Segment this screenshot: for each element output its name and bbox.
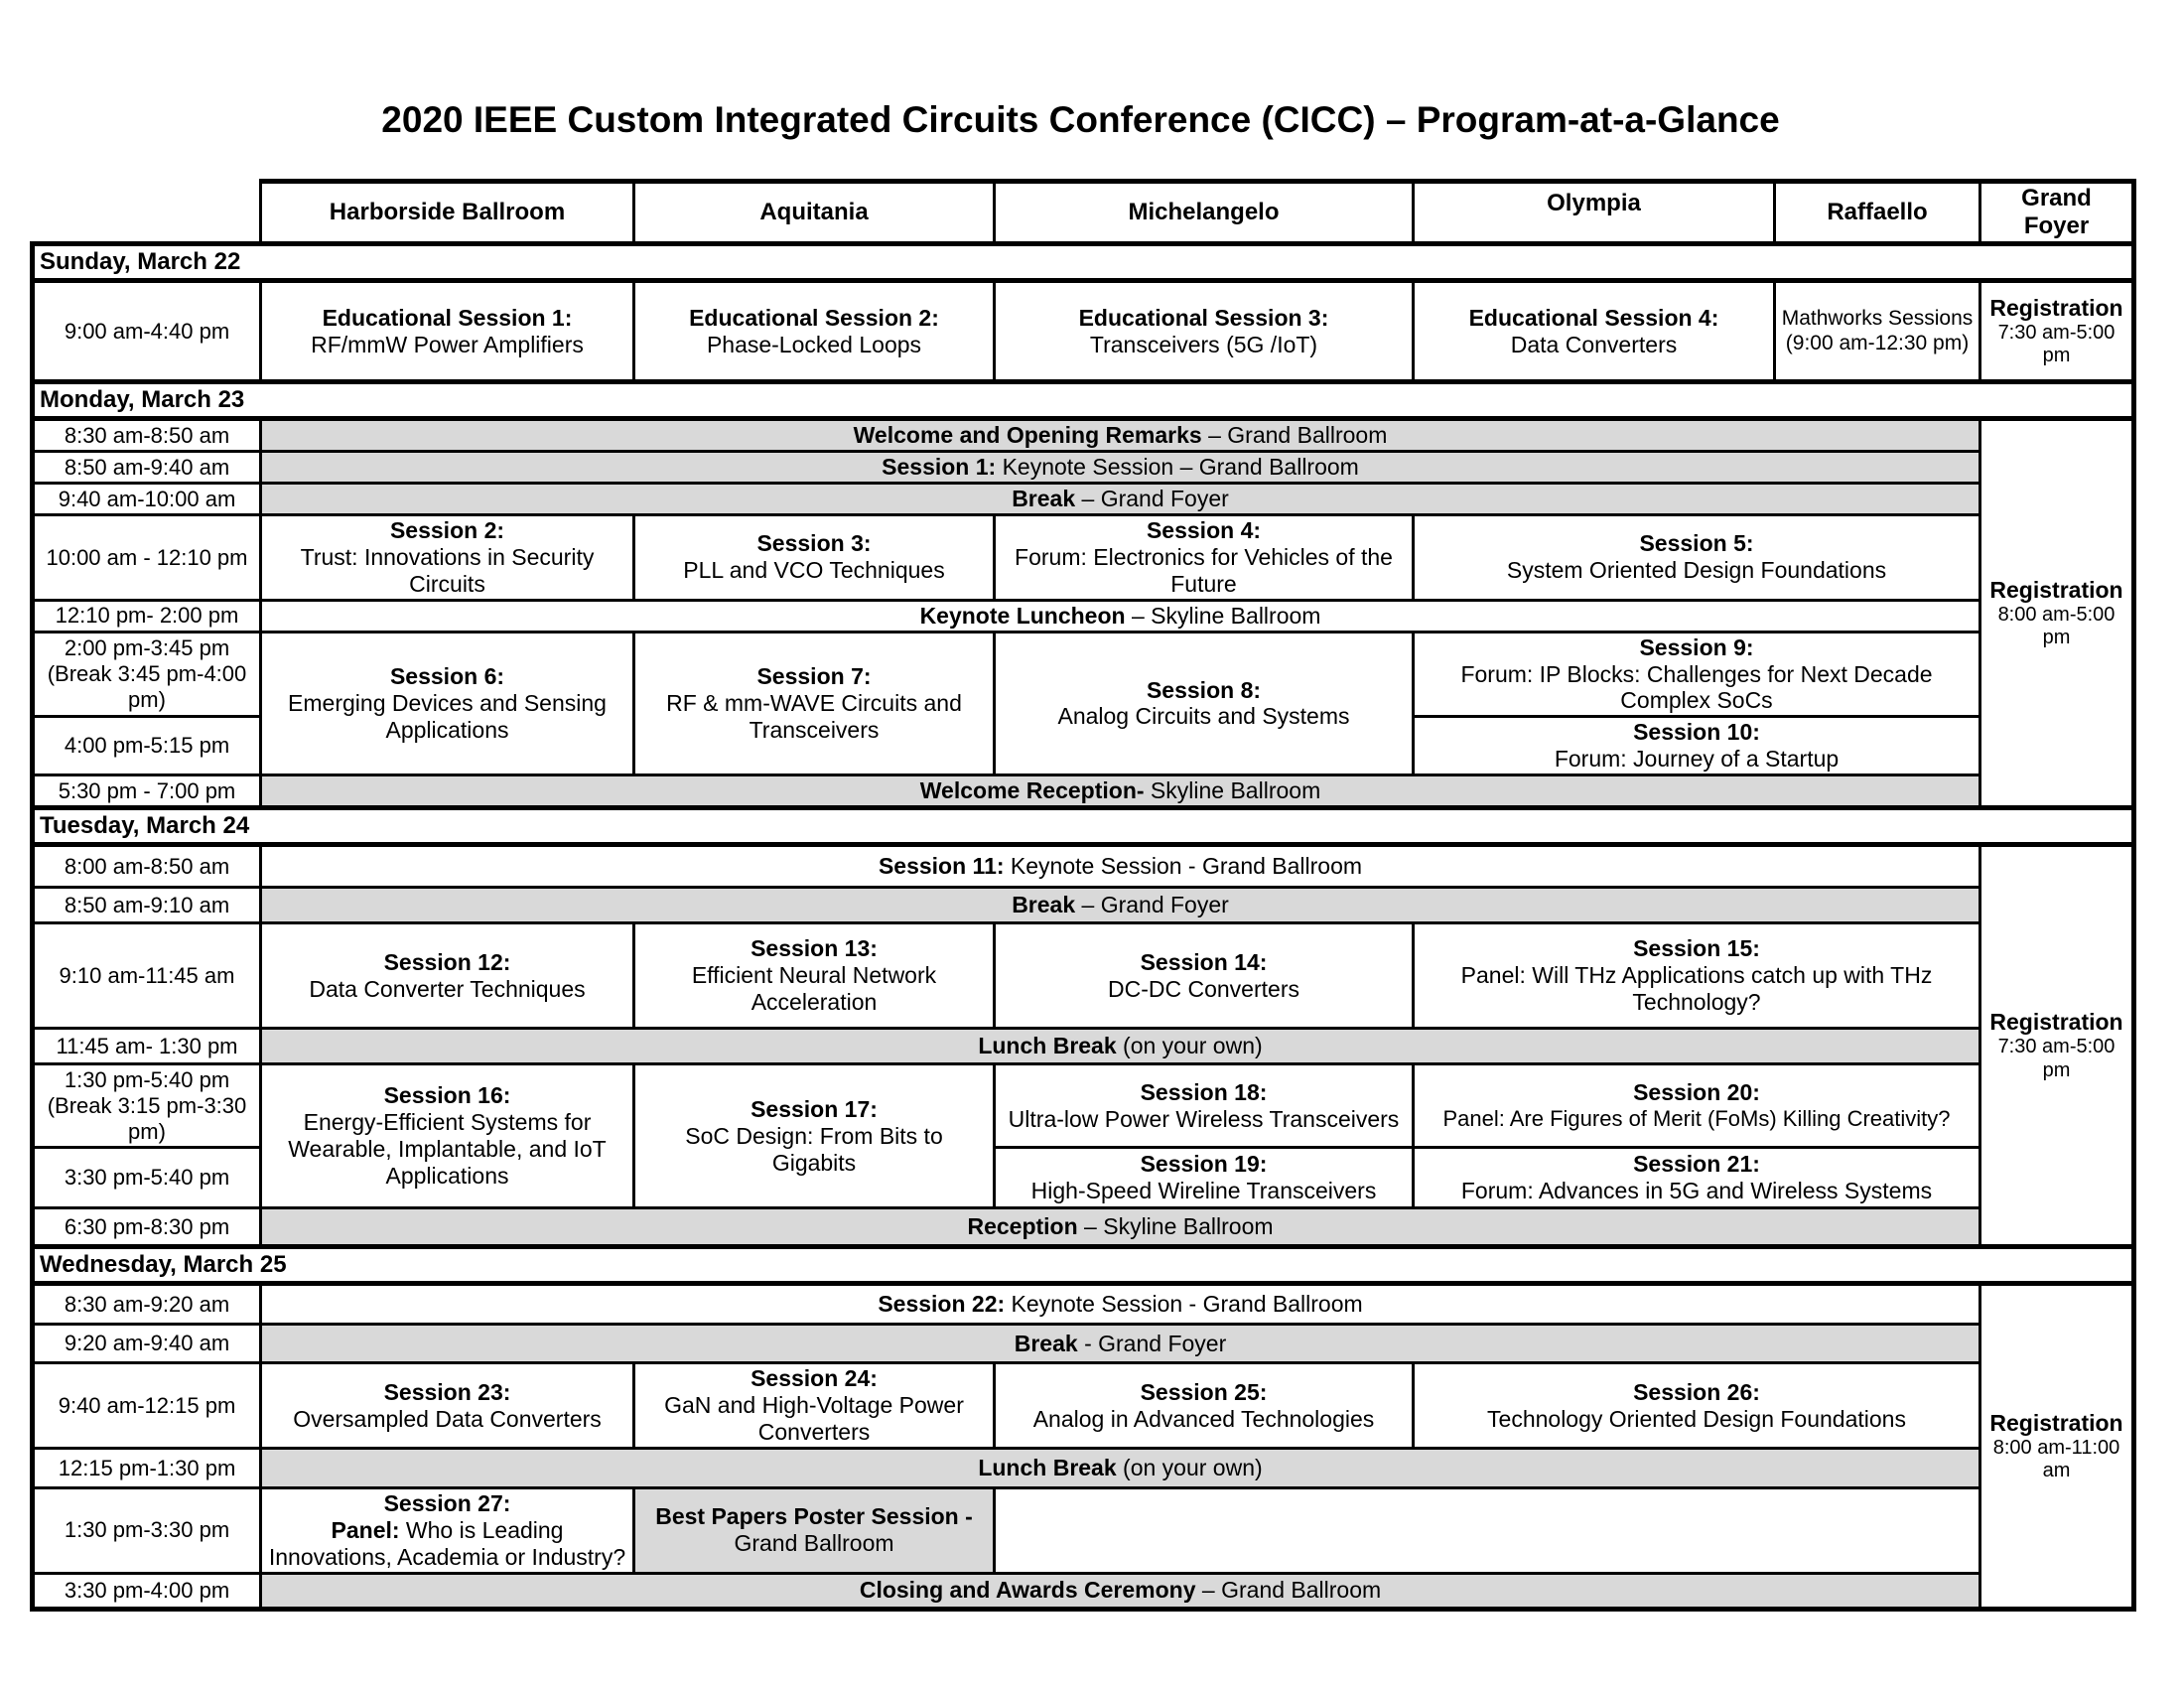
session-25-topic: Analog in Advanced Technologies <box>1032 1405 1375 1432</box>
registration-tuesday-label: Registration <box>1989 1009 2123 1036</box>
registration-wednesday-label: Registration <box>1989 1409 2123 1436</box>
registration-wednesday-hours: 8:00 am-11:00 am <box>1992 1436 2120 1481</box>
session-25-cell <box>995 1363 1414 1449</box>
session-8-topic: Analog Circuits and Systems <box>1057 703 1350 730</box>
ed-session-2-title: Educational Session 2: <box>689 304 939 331</box>
session-25-title: Session 25: <box>1140 1378 1268 1405</box>
registration-sunday-hours: 7:30 am-5:00 pm <box>1997 321 2116 367</box>
session-23-title: Session 23: <box>383 1378 511 1405</box>
session-26-cell <box>1414 1363 1980 1449</box>
session-1-topic: Keynote Session – Grand Ballroom <box>996 454 1359 481</box>
room-header-raffaello: Raffaello <box>1775 182 1980 244</box>
welcome-reception-rest: Skyline Ballroom <box>1144 777 1321 804</box>
closing-ceremony-bold: Closing and Awards Ceremony <box>859 1577 1196 1604</box>
session-12-topic: Data Converter Techniques <box>309 975 586 1002</box>
keynote-luncheon-rest: – Skyline Ballroom <box>1125 602 1321 629</box>
ed-session-4-topic: Data Converters <box>1510 331 1678 357</box>
session-24-cell <box>634 1363 995 1449</box>
session-6-topic: Emerging Devices and Sensing Applications <box>288 689 607 743</box>
page-title: 2020 IEEE Custom Integrated Circuits Conference (CICC) – Program-at-a-Glance <box>381 99 1780 140</box>
registration-monday-label: Registration <box>1989 576 2123 603</box>
lunch-break-tuesday-cell <box>261 1029 1980 1064</box>
session-24-topic: GaN and High-Voltage Power Converters <box>664 1392 964 1446</box>
welcome-reception-cell <box>261 775 1980 808</box>
room-header-michelangelo: Michelangelo <box>995 182 1414 244</box>
best-papers-poster-cell <box>634 1487 995 1573</box>
session-13-cell <box>634 923 995 1029</box>
time-monday-830: 8:30 am-8:50 am <box>33 419 261 452</box>
session-13-title: Session 13: <box>751 935 878 962</box>
session-17-title: Session 17: <box>751 1095 878 1122</box>
break-monday-bold: Break <box>1012 486 1076 512</box>
session-4-cell <box>995 515 1414 601</box>
session-17-cell <box>634 1064 995 1208</box>
session-4-title: Session 4: <box>1146 517 1262 544</box>
registration-monday-hours: 8:00 am-5:00 pm <box>1997 603 2116 649</box>
time-monday-940: 9:40 am-10:00 am <box>33 484 261 515</box>
welcome-remarks-bold: Welcome and Opening Remarks <box>853 422 1202 449</box>
grand-foyer-label: Grand Foyer <box>2021 185 2092 240</box>
registration-tuesday-hours: 7:30 am-5:00 pm <box>1997 1036 2116 1081</box>
ed-session-4-cell <box>1414 281 1775 382</box>
mathworks-line1: Mathworks Sessions <box>1781 307 1974 331</box>
session-8-cell <box>995 632 1414 775</box>
session-22-topic: Keynote Session - Grand Ballroom <box>1005 1291 1363 1318</box>
session-3-title: Session 3: <box>756 530 872 557</box>
ed-session-3-topic: Transceivers (5G /IoT) <box>1089 331 1318 357</box>
session-26-topic: Technology Oriented Design Foundations <box>1487 1405 1906 1432</box>
session-17-topic: SoC Design: From Bits to Gigabits <box>685 1122 943 1176</box>
session-16-title: Session 16: <box>383 1082 511 1109</box>
session-23-cell <box>261 1363 634 1449</box>
session-11-topic: Keynote Session - Grand Ballroom <box>1004 853 1363 880</box>
session-26-title: Session 26: <box>1633 1378 1760 1405</box>
session-20-topic: Panel: Are Figures of Merit (FoMs) Killing Creativity? <box>1442 1106 1951 1132</box>
session-10-title: Session 10: <box>1633 719 1760 746</box>
time-wednesday-330: 3:30 pm-4:00 pm <box>33 1573 261 1609</box>
time-tuesday-130: 1:30 pm-5:40 pm (Break 3:15 pm-3:30 pm) <box>33 1064 261 1148</box>
room-header-harborside: Harborside Ballroom <box>261 182 634 244</box>
closing-ceremony-cell <box>261 1573 1980 1609</box>
registration-monday-cell <box>1980 419 2134 808</box>
session-18-topic: Ultra-low Power Wireless Transceivers <box>1008 1105 1400 1132</box>
session-6-title: Session 6: <box>389 663 505 690</box>
time-monday-400: 4:00 pm-5:15 pm <box>33 717 261 775</box>
session-21-cell <box>1414 1148 1980 1208</box>
registration-tuesday-cell <box>1980 845 2134 1247</box>
session-2-cell <box>261 515 634 601</box>
welcome-remarks-rest: – Grand Ballroom <box>1201 422 1388 449</box>
session-14-title: Session 14: <box>1140 948 1268 975</box>
session-23-topic: Oversampled Data Converters <box>293 1405 602 1432</box>
session-7-topic: RF & mm-WAVE Circuits and Transceivers <box>666 689 962 743</box>
session-21-topic: Forum: Advances in 5G and Wireless Systems <box>1460 1178 1933 1204</box>
break-tuesday-rest: – Grand Foyer <box>1075 892 1229 918</box>
closing-ceremony-rest: – Grand Ballroom <box>1195 1577 1382 1604</box>
session-7-title: Session 7: <box>756 663 872 690</box>
lunch-break-tuesday-rest: (on your own) <box>1116 1033 1263 1059</box>
time-monday-1000: 10:00 am - 12:10 pm <box>33 515 261 601</box>
time-tuesday-800: 8:00 am-8:50 am <box>33 845 261 888</box>
empty-cell-wednesday <box>995 1487 1980 1573</box>
session-16-cell <box>261 1064 634 1208</box>
session-18-title: Session 18: <box>1140 1078 1268 1105</box>
session-20-cell <box>1414 1064 1980 1148</box>
ed-session-1-topic: RF/mmW Power Amplifiers <box>311 331 584 357</box>
keynote-luncheon-cell <box>261 600 1980 632</box>
session-15-cell <box>1414 923 1980 1029</box>
session-2-topic: Trust: Innovations in Security Circuits <box>300 543 595 597</box>
registration-wednesday-cell <box>1980 1284 2134 1609</box>
ed-session-3-title: Educational Session 3: <box>1078 304 1329 331</box>
lunch-break-wednesday-cell <box>261 1448 1980 1487</box>
session-5-title: Session 5: <box>1639 530 1754 557</box>
day-bar-sunday: Sunday, March 22 <box>33 244 2134 281</box>
session-27-title: Session 27: <box>383 1489 511 1516</box>
session-3-cell <box>634 515 995 601</box>
session-10-topic: Forum: Journey of a Startup <box>1554 746 1840 773</box>
session-18-cell <box>995 1064 1414 1148</box>
session-5-topic: System Oriented Design Foundations <box>1506 557 1887 584</box>
break-monday-cell <box>261 484 1980 515</box>
session-12-title: Session 12: <box>383 948 511 975</box>
session-19-title: Session 19: <box>1140 1151 1268 1178</box>
session-27-cell <box>261 1487 634 1573</box>
session-5-cell <box>1414 515 1980 601</box>
time-monday-1210: 12:10 pm- 2:00 pm <box>33 600 261 632</box>
time-monday-850: 8:50 am-9:40 am <box>33 452 261 484</box>
break-tuesday-bold: Break <box>1012 892 1076 918</box>
time-tuesday-1145: 11:45 am- 1:30 pm <box>33 1029 261 1064</box>
session-9-topic: Forum: IP Blocks: Challenges for Next Decade Complex SoCs <box>1460 660 1933 714</box>
keynote-luncheon-bold: Keynote Luncheon <box>919 602 1126 629</box>
time-tuesday-910: 9:10 am-11:45 am <box>33 923 261 1029</box>
ed-session-1-cell <box>261 281 634 382</box>
session-12-cell <box>261 923 634 1029</box>
time-tuesday-850: 8:50 am-9:10 am <box>33 888 261 923</box>
break-tuesday-cell <box>261 888 1980 923</box>
reception-tuesday-cell <box>261 1208 1980 1247</box>
registration-sunday-label: Registration <box>1989 294 2123 321</box>
time-wednesday-130: 1:30 pm-3:30 pm <box>33 1487 261 1573</box>
reception-tuesday-rest: – Skyline Ballroom <box>1077 1213 1274 1240</box>
time-monday-530: 5:30 pm - 7:00 pm <box>33 775 261 808</box>
session-13-topic: Efficient Neural Network Acceleration <box>691 962 937 1016</box>
room-header-grand-foyer <box>1980 182 2134 244</box>
lunch-break-wednesday-rest: (on your own) <box>1116 1455 1263 1481</box>
ed-session-4-title: Educational Session 4: <box>1468 304 1719 331</box>
session-8-title: Session 8: <box>1146 676 1262 703</box>
ed-session-3-cell <box>995 281 1414 382</box>
room-header-row <box>33 182 2134 244</box>
session-14-topic: DC-DC Converters <box>1108 975 1299 1002</box>
session-1-cell <box>261 452 1980 484</box>
session-14-cell <box>995 923 1414 1029</box>
time-sunday: 9:00 am-4:40 pm <box>33 281 261 382</box>
session-19-topic: High-Speed Wireline Transceivers <box>1030 1178 1377 1204</box>
time-wednesday-1215: 12:15 pm-1:30 pm <box>33 1448 261 1487</box>
session-10-cell <box>1414 717 1980 775</box>
registration-sunday-cell <box>1980 281 2134 382</box>
welcome-reception-bold: Welcome Reception- <box>919 777 1145 804</box>
session-9-cell <box>1414 632 1980 717</box>
session-4-topic: Forum: Electronics for Vehicles of the Future <box>1015 543 1393 597</box>
session-22-cell <box>261 1284 1980 1325</box>
session-1-title: Session 1: <box>882 454 997 481</box>
time-wednesday-940: 9:40 am-12:15 pm <box>33 1363 261 1449</box>
lunch-break-tuesday-bold: Lunch Break <box>978 1033 1117 1059</box>
best-papers-poster-bold: Best Papers Poster Session - <box>655 1503 973 1530</box>
time-tuesday-630: 6:30 pm-8:30 pm <box>33 1208 261 1247</box>
program-table <box>30 179 2136 1612</box>
day-bar-wednesday: Wednesday, March 25 <box>33 1247 2134 1284</box>
session-7-cell <box>634 632 995 775</box>
reception-tuesday-bold: Reception <box>967 1213 1078 1240</box>
session-15-topic: Panel: Will THz Applications catch up with THz Technology? <box>1460 962 1933 1016</box>
session-3-topic: PLL and VCO Techniques <box>683 557 945 584</box>
day-bar-monday: Monday, March 23 <box>33 382 2134 419</box>
day-bar-tuesday: Tuesday, March 24 <box>33 808 2134 845</box>
session-15-title: Session 15: <box>1633 935 1760 962</box>
session-16-topic: Energy-Efficient Systems for Wearable, Implantable, and IoT Applications <box>288 1109 607 1190</box>
session-27-panel-label: Panel: <box>331 1516 400 1543</box>
ed-session-1-title: Educational Session 1: <box>322 304 573 331</box>
break-wednesday-rest: - Grand Foyer <box>1077 1330 1227 1356</box>
room-header-aquitania: Aquitania <box>634 182 995 244</box>
best-papers-poster-rest: Grand Ballroom <box>734 1530 894 1557</box>
break-wednesday-bold: Break <box>1014 1330 1078 1356</box>
session-27-topic-text: Who is Leading Innovations, Academia or Industry? <box>268 1516 626 1570</box>
room-header-olympia: Olympia <box>1414 182 1775 244</box>
session-2-title: Session 2: <box>389 517 505 544</box>
mathworks-cell <box>1775 281 1980 382</box>
break-monday-rest: – Grand Foyer <box>1075 486 1229 512</box>
break-wednesday-cell <box>261 1325 1980 1363</box>
session-20-title: Session 20: <box>1633 1079 1760 1106</box>
session-6-cell <box>261 632 634 775</box>
session-21-title: Session 21: <box>1633 1151 1760 1178</box>
session-22-title: Session 22: <box>878 1291 1006 1318</box>
mathworks-line2: (9:00 am-12:30 pm) <box>1785 331 1970 354</box>
lunch-break-wednesday-bold: Lunch Break <box>978 1455 1117 1481</box>
session-24-title: Session 24: <box>751 1365 878 1392</box>
table-corner-spacer <box>33 182 261 244</box>
session-11-title: Session 11: <box>878 853 1005 880</box>
session-27-topic <box>268 1517 626 1571</box>
session-11-cell <box>261 845 1980 888</box>
ed-session-2-cell <box>634 281 995 382</box>
time-wednesday-830: 8:30 am-9:20 am <box>33 1284 261 1325</box>
welcome-remarks-cell <box>261 419 1980 452</box>
time-wednesday-920: 9:20 am-9:40 am <box>33 1325 261 1363</box>
session-9-title: Session 9: <box>1639 633 1754 660</box>
session-19-cell <box>995 1148 1414 1208</box>
ed-session-2-topic: Phase-Locked Loops <box>706 331 922 357</box>
time-monday-200: 2:00 pm-3:45 pm (Break 3:45 pm-4:00 pm) <box>33 632 261 717</box>
time-tuesday-330: 3:30 pm-5:40 pm <box>33 1148 261 1208</box>
